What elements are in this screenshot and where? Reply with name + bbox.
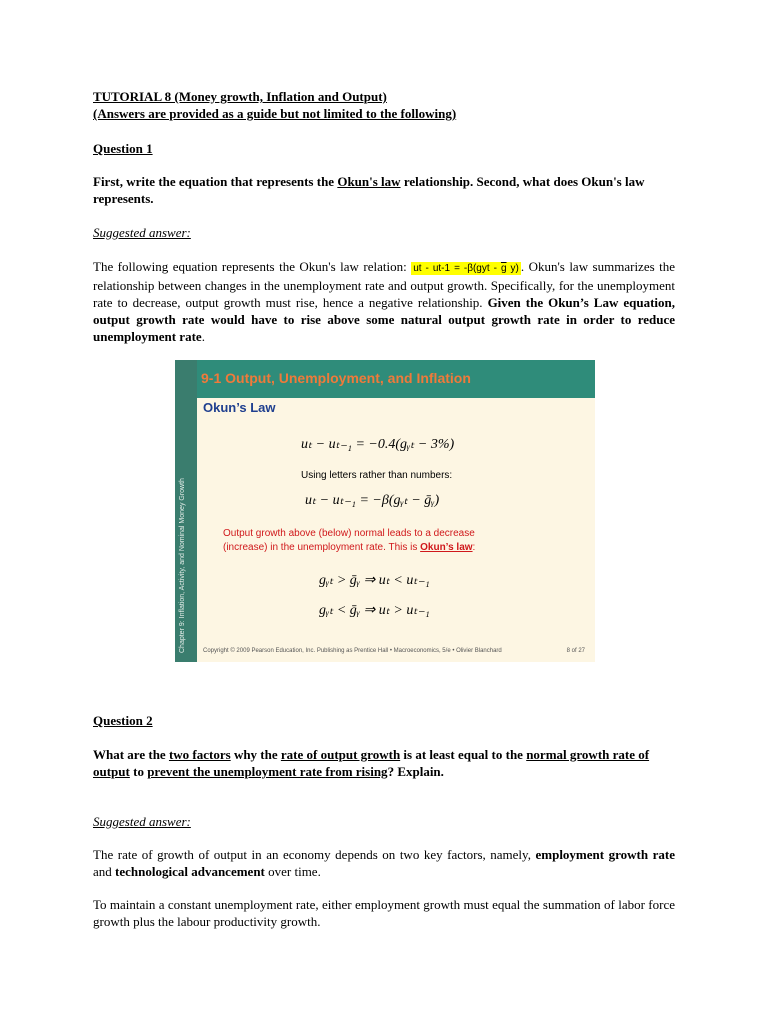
slide-subtitle: Okun’s Law xyxy=(203,400,276,415)
question-2-heading: Question 2 xyxy=(93,713,153,728)
question-2-prompt: What are the two factors why the rate of output growth is at least equal to the normal growth rate of output to prevent the unemployment rate from rising? Explain. xyxy=(93,747,650,779)
slide-equation-numeric: uₜ − uₜ₋₁ = −0.4(gᵧₜ − 3%) xyxy=(301,437,455,452)
q1-answer-paragraph: The following equation represents the Okun's law relation: ut - $ut-1 = -\beta(gyt - \overline{g}$ y) . Okun's law summarizes the relationship between changes in the unemployment rate and output growth. Specifically, for the unemployment rate to decrease, output growth must rise, hence a negative relationship. Given the Okun’s Law equation, output growth rate would have to rise above some natural output growth rate in order to reduce unemployment rate. xyxy=(93,259,675,344)
okuns-law-term: Okun's law xyxy=(337,174,401,189)
slide-side-bar xyxy=(175,360,197,662)
slide-chapter-label: Chapter 9: Inflation, Activity, and Nominal Money Growth xyxy=(179,478,186,653)
q2-suggested-answer-label: Suggested answer: xyxy=(93,814,191,829)
slide-copyright: Copyright © 2009 Pearson Education, Inc. Publishing as Prentice Hall • Macroeconomics, 5/e • Olivier Blanchard xyxy=(203,648,502,654)
slide-inequality-2: gᵧₜ < ḡᵧ ⇒ uₜ > uₜ₋₁ xyxy=(319,603,430,618)
slide-title: 9-1 Output, Unemployment, and Inflation xyxy=(201,370,471,386)
okuns-law-slide-image xyxy=(175,360,595,662)
tutorial-title: TUTORIAL 8 (Money growth, Inflation and Output) xyxy=(93,89,387,104)
question-1-heading: Question 1 xyxy=(93,141,153,156)
slide-page-number: 8 of 27 xyxy=(566,648,585,654)
q1-suggested-answer-label: Suggested answer: xyxy=(93,225,191,240)
slide-equation-letters: uₜ − uₜ₋₁ = −β(gᵧₜ − ḡᵧ) xyxy=(305,493,440,508)
okun-equation-highlight: ut - $ut-1 = -\beta(gyt - \overline{g}$ y) xyxy=(413,263,519,274)
slide-red-line-1: Output growth above (below) normal leads to a decrease xyxy=(223,528,475,539)
slide-note: Using letters rather than numbers: xyxy=(301,470,453,481)
slide-red-line-2: (increase) in the unemployment rate. This is Okun’s law: xyxy=(223,542,476,553)
tutorial-subtitle: (Answers are provided as a guide but not limited to the following) xyxy=(93,106,457,121)
slide-inequality-1: gᵧₜ > ḡᵧ ⇒ uₜ < uₜ₋₁ xyxy=(319,573,430,588)
question-1-prompt: First, write the equation that represents the Okun's law relationship. Second, what does Okun's law represents. xyxy=(93,174,645,206)
q2-answer-paragraph-1: The rate of growth of output in an economy depends on two key factors, namely, employment growth rate and technological advancement over time. xyxy=(93,847,675,879)
q2-answer-paragraph-2: To maintain a constant unemployment rate, either employment growth must equal the summation of labor force growth plus the labour productivity growth. xyxy=(93,897,675,929)
